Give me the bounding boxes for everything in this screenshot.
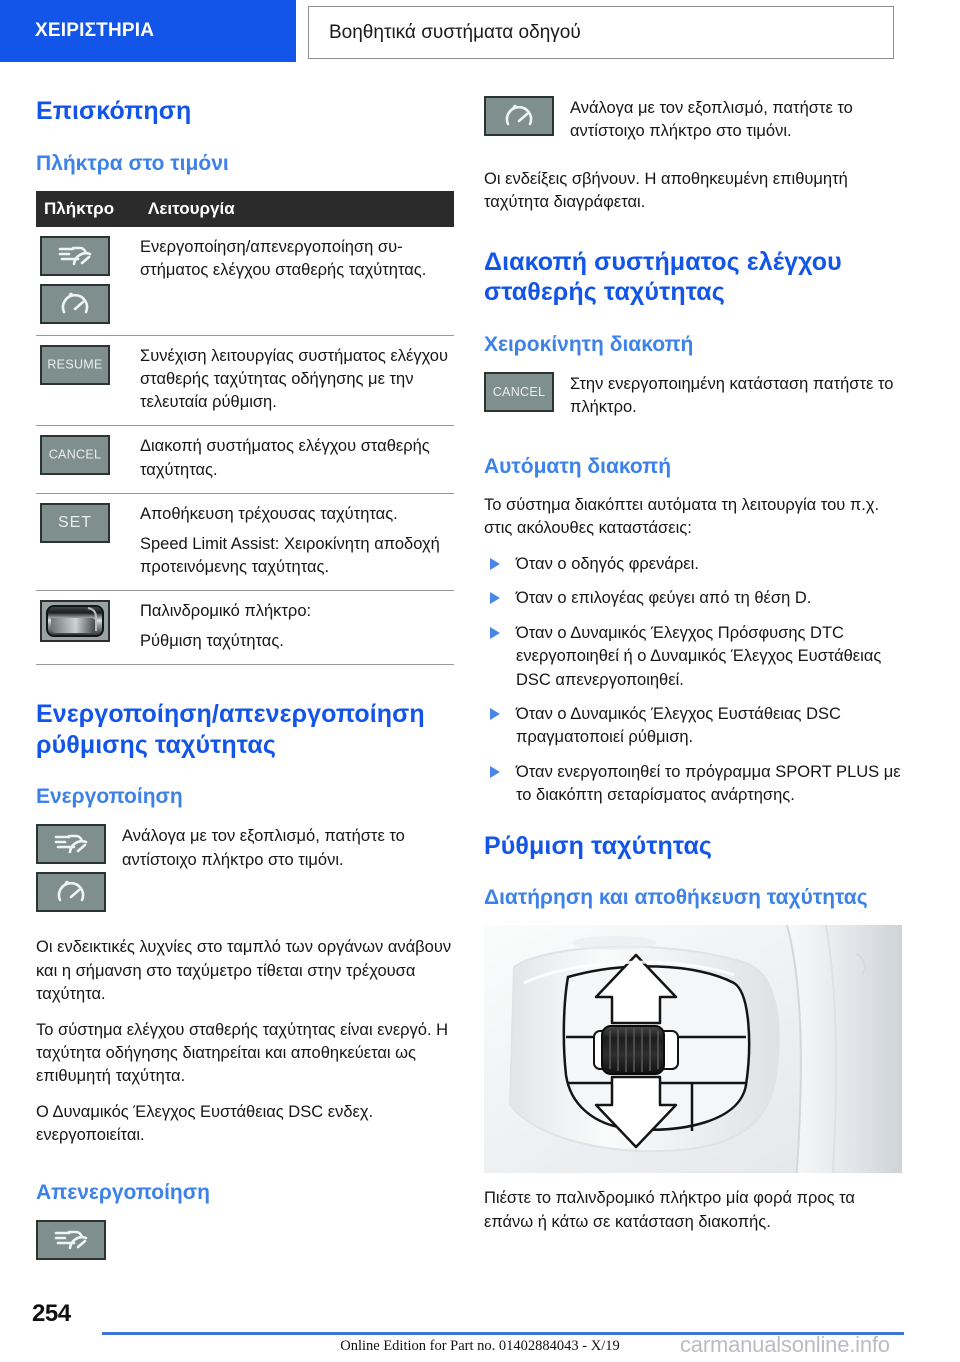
table-row <box>36 227 454 336</box>
activate-instruction <box>36 824 454 912</box>
heading-automatic-interrupt: Αυτόματη διακοπή <box>484 454 672 478</box>
function-text-secondary: Ρύθμιση ταχύτητας. <box>140 631 284 650</box>
resume-button-icon <box>40 345 110 385</box>
triangle-bullet-icon <box>490 708 500 720</box>
right-column <box>484 96 902 1246</box>
photo-caption: Πιέστε το παλινδρομικό πλήκτρο μία φορά προς τα επάνω ή κάτω σε κατάσταση διακοπής. <box>484 1189 855 1231</box>
list-item <box>484 761 902 808</box>
list-item-text: Όταν ο οδηγός φρενάρει. <box>516 554 699 573</box>
function-cell <box>140 493 454 590</box>
key-cell <box>36 590 140 664</box>
resume-label: RESUME <box>47 357 103 372</box>
chapter-tab <box>0 0 296 62</box>
deactivate-instruction <box>484 96 902 144</box>
page-title: Επισκόπηση <box>36 97 192 125</box>
keys-table <box>36 191 454 665</box>
column-header-key: Πλήκτρο <box>36 191 140 227</box>
key-cell <box>36 336 140 426</box>
list-item-text: Όταν ο επιλογέας φεύγει από τη θέση D. <box>516 589 812 608</box>
heading-speed-setting: Ρύθμιση ταχύτητας <box>484 831 713 860</box>
heading-activate: Ενεργοποίηση <box>36 785 183 809</box>
manual-interrupt-icons <box>484 372 554 412</box>
key-cell <box>36 227 140 336</box>
deactivate-instruction-text: Ανάλογα με τον εξοπλισμό, πατήστε το αντίστοιχο πλήκτρο στο τιμόνι. <box>570 99 853 141</box>
cancel-button-icon <box>484 372 554 412</box>
triangle-bullet-icon <box>490 558 500 570</box>
cancel-button-icon <box>40 435 110 475</box>
automatic-interrupt-intro: Το σύστημα διακόπτει αυτόματα τη λειτουργία του π.χ. στις ακόλουθες καταστάσεις: <box>484 496 880 538</box>
section-label: Βοηθητικά συστήματα οδηγού <box>329 21 581 43</box>
heading-manual-interrupt: Χειροκίνητη διακοπή <box>484 332 694 356</box>
deactivate-paragraph: Οι ενδείξεις σβήνουν. Η αποθηκευμένη επιθυμητή ταχύτητα διαγράφεται. <box>484 169 848 212</box>
cancel-label: CANCEL <box>48 447 102 462</box>
triangle-bullet-icon <box>490 592 500 604</box>
function-cell <box>140 426 454 493</box>
left-column <box>36 96 454 1260</box>
function-text: Συνέχιση λειτουργίας συστήματος ελέγχου σταθερής ταχύτητας οδήγησης με την τελευταία ρύθμιση. <box>140 347 448 412</box>
table-row <box>36 336 454 426</box>
speed-limit-icon <box>40 284 110 324</box>
function-text-secondary: Speed Limit Assist: Χειροκίνητη αποδοχή προτεινόμενης ταχύτητας. <box>140 534 440 576</box>
list-item-text: Όταν ο Δυναμικός Έλεγχος Πρόσφυσης DTC ενεργοποιηθεί ή ο Δυναμικός Έλεγχος Ευστάθειας DSC απενεργοποιηθεί. <box>516 623 882 689</box>
table-row <box>36 590 454 664</box>
watermark: carmanualsonline.info <box>680 1332 890 1357</box>
list-item-text: Όταν ο Δυναμικός Έλεγχος Ευστάθειας DSC πραγματοποιεί ρύθμιση. <box>516 704 841 747</box>
steering-wheel-rocker-switch-photo <box>484 925 902 1173</box>
function-cell <box>140 227 454 336</box>
manual-interrupt-text: Στην ενεργοποιημένη κατάσταση πατήστε το πλήκτρο. <box>570 374 894 417</box>
set-label: SET <box>57 513 93 531</box>
table-row <box>36 426 454 493</box>
function-cell <box>140 336 454 426</box>
function-text: Παλινδρομικό πλήκτρο: <box>140 601 312 620</box>
heading-steering-wheel-keys: Πλήκτρα στο τιμόνι <box>36 151 229 175</box>
activate-instruction-text: Ανάλογα με τον εξοπλισμό, πατήστε το αντίστοιχο πλήκτρο στο τιμόνι. <box>122 827 405 869</box>
activate-paragraph-1: Οι ενδεικτικές λυχνίες στο ταμπλό των οργάνων ανάβουν και η σήμανση στο ταχύμετρο τίθεται στην τρέχουσα ταχύτητα. <box>36 938 452 1004</box>
heading-activate-deactivate: Ενεργοποίηση/απενεργοποίηση ρύθμισης ταχύτητας <box>36 700 425 759</box>
cruise-control-icon <box>36 1220 106 1260</box>
set-button-icon <box>40 503 110 543</box>
activate-paragraph-3: Ο Δυναμικός Έλεγχος Ευστάθειας DSC ενδεχ. ενεργοποιείται. <box>36 1102 374 1145</box>
cancel-label: CANCEL <box>492 384 546 399</box>
list-item <box>484 622 902 692</box>
footer-note: Online Edition for Part no. 01402884043 - X/19 <box>340 1338 620 1354</box>
heading-interrupt-cruise: Διακοπή συστήματος ελέγχου σταθερής ταχύτητας <box>484 247 842 307</box>
heading-deactivate: Απενεργοποίηση <box>36 1180 210 1204</box>
chapter-label: ΧΕΙΡΙΣΤΗΡΙΑ <box>35 20 155 41</box>
function-cell <box>140 590 454 664</box>
heading-keep-store-speed: Διατήρηση και αποθήκευση ταχύτητας <box>484 886 868 910</box>
table-header-row <box>36 191 454 227</box>
function-text: Διακοπή συστήματος ελέγχου σταθερής ταχύτητας. <box>140 437 430 479</box>
list-item-text: Όταν ενεργοποιηθεί το πρόγραμμα SPORT PLUS με το διακόπτη σεταρίσματος ανάρτησης. <box>516 762 901 805</box>
deactivate-icons <box>484 96 554 136</box>
function-text: Ενεργοποίηση/απενεργοποίηση συστήματος ελέγχου σταθερής ταχύτητας. <box>140 238 427 280</box>
section-box <box>308 6 894 59</box>
activate-icons <box>36 824 106 912</box>
key-cell <box>36 426 140 493</box>
page-header <box>0 0 960 62</box>
triangle-bullet-icon <box>490 766 500 778</box>
list-item <box>484 703 902 750</box>
speed-limit-icon <box>36 872 106 912</box>
page-number: 254 <box>32 1300 71 1327</box>
function-text: Αποθήκευση τρέχουσας ταχύτητας. <box>140 504 398 523</box>
list-item <box>484 587 902 610</box>
column-header-function: Λειτουργία <box>140 191 454 227</box>
cruise-control-icon <box>40 236 110 276</box>
list-item <box>484 553 902 576</box>
key-cell <box>36 493 140 590</box>
table-row <box>36 493 454 590</box>
automatic-interrupt-list <box>484 553 902 808</box>
manual-interrupt-instruction <box>484 372 902 420</box>
rocker-switch-icon <box>40 600 110 642</box>
speed-limit-icon <box>484 96 554 136</box>
triangle-bullet-icon <box>490 627 500 639</box>
activate-paragraph-2: Το σύστημα ελέγχου σταθερής ταχύτητας είναι ενεργό. Η ταχύτητα οδήγησης διατηρείται και αποθηκεύεται ως επιθυμητή ταχύτητα. <box>36 1020 449 1086</box>
cruise-control-icon <box>36 824 106 864</box>
